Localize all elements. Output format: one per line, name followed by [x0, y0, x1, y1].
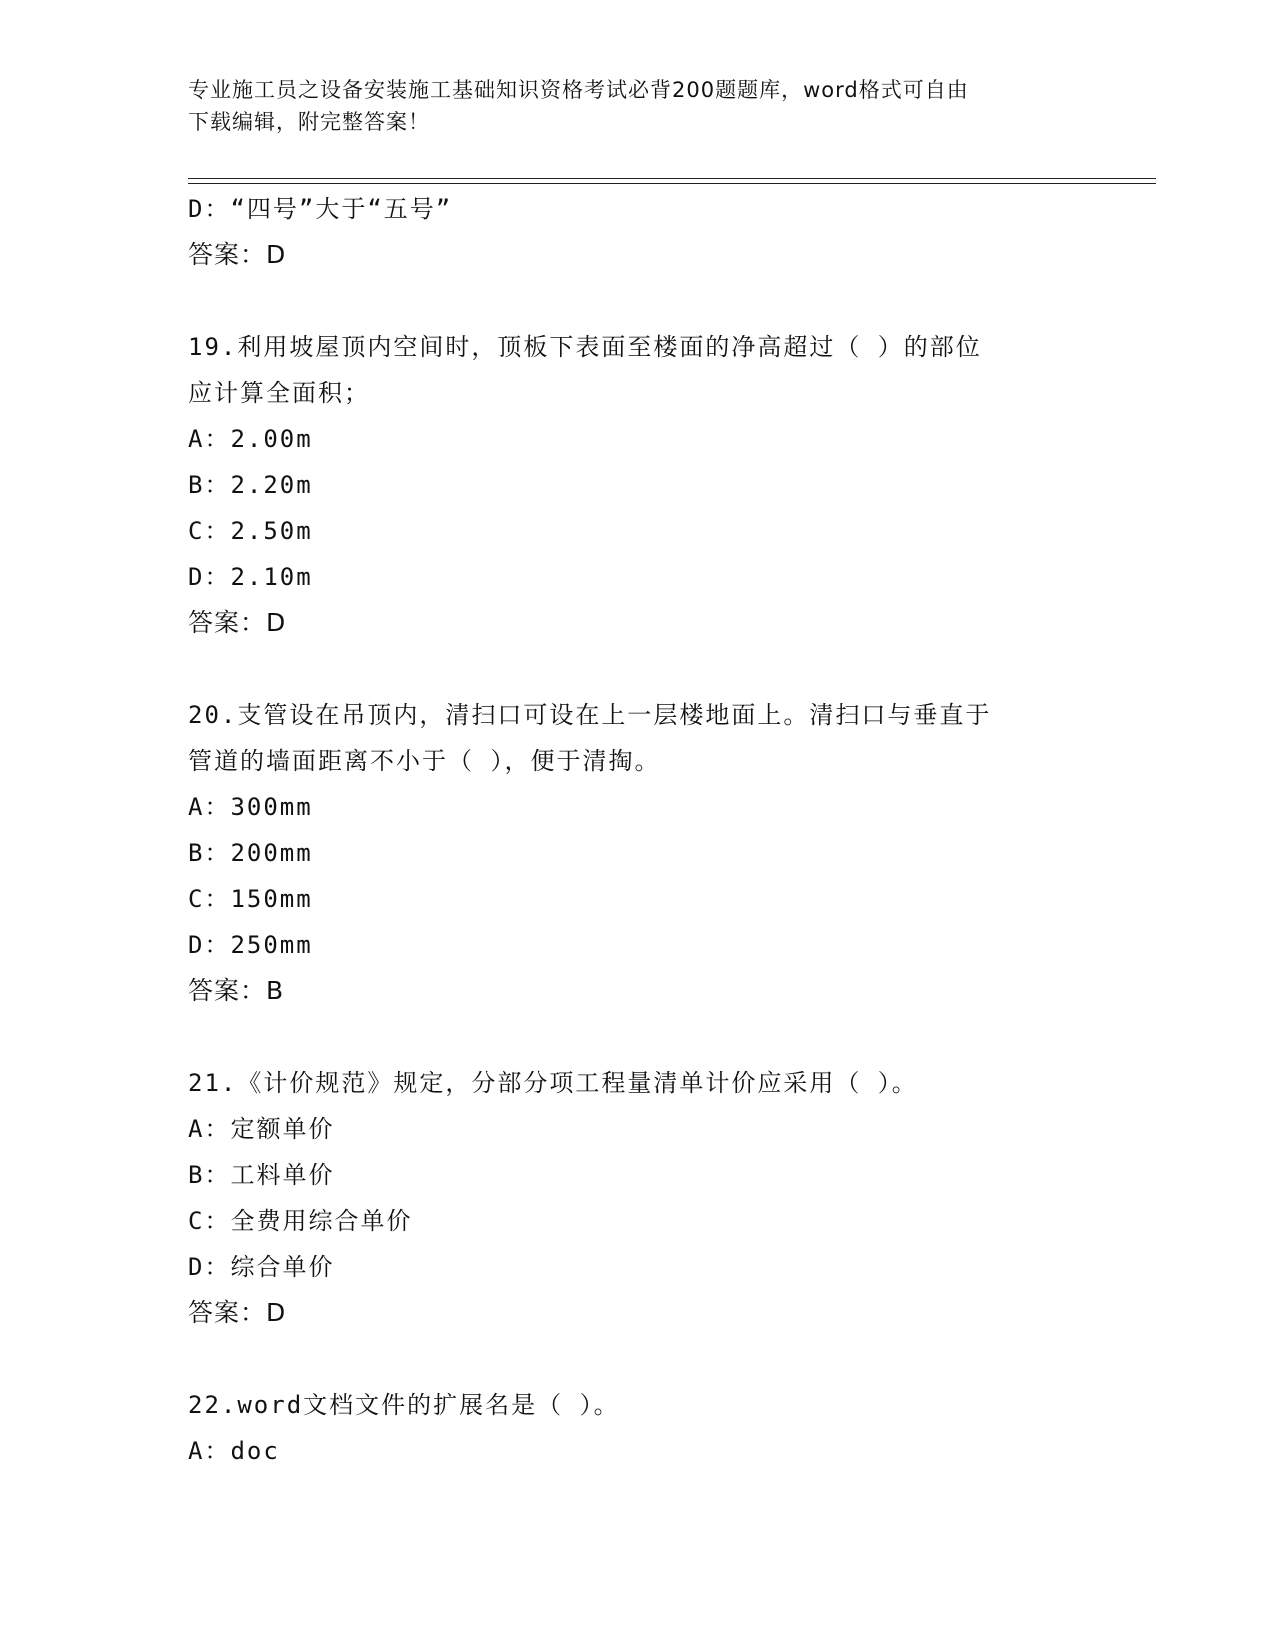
header-divider-top	[188, 178, 1156, 179]
question-text-continued: 应计算全面积；	[188, 379, 370, 407]
question-text: 22.word文档文件的扩展名是（ ）。	[188, 1391, 620, 1419]
spacer	[188, 1014, 1088, 1060]
question-21	[188, 1060, 1088, 1336]
question-list	[188, 186, 1088, 1474]
spacer	[188, 646, 1088, 692]
header-title-line-1: 专业施工员之设备安装施工基础知识资格考试必背200题题库，word格式可自由	[188, 78, 969, 102]
question-text: 21.《计价规范》规定，分部分项工程量清单计价应采用（ ）。	[188, 1069, 918, 1097]
spacer	[188, 278, 1088, 324]
answer-line: 答案：B	[188, 976, 285, 1005]
spacer	[188, 1336, 1088, 1382]
question-text: 19.利用坡屋顶内空间时，顶板下表面至楼面的净高超过（ ）的部位	[188, 333, 982, 361]
option-c: C：全费用综合单价	[188, 1207, 413, 1235]
question-22	[188, 1382, 1088, 1474]
option-d: D：综合单价	[188, 1253, 335, 1281]
option-b: B：工料单价	[188, 1161, 335, 1189]
answer-line: 答案：D	[188, 1298, 287, 1327]
question-20	[188, 692, 1088, 1014]
option-b: B：2.20m	[188, 471, 313, 499]
option-d: D：“四号”大于“五号”	[188, 195, 453, 223]
option-c: C：2.50m	[188, 517, 313, 545]
option-d: D：250mm	[188, 931, 313, 959]
header-divider-bottom	[188, 183, 1156, 184]
question-text: 20.支管设在吊顶内，清扫口可设在上一层楼地面上。清扫口与垂直于	[188, 701, 992, 729]
previous-question-tail	[188, 186, 1088, 278]
question-text-continued: 管道的墙面距离不小于（ ），便于清掏。	[188, 747, 661, 775]
option-d: D：2.10m	[188, 563, 313, 591]
option-b: B：200mm	[188, 839, 313, 867]
header-title-line-2: 下载编辑，附完整答案！	[188, 110, 430, 134]
option-a: A：300mm	[188, 793, 313, 821]
document-header	[188, 74, 1088, 138]
option-a: A：doc	[188, 1437, 280, 1465]
option-a: A：定额单价	[188, 1115, 335, 1143]
option-c: C：150mm	[188, 885, 313, 913]
question-19	[188, 324, 1088, 646]
option-a: A：2.00m	[188, 425, 313, 453]
answer-line: 答案：D	[188, 608, 287, 637]
answer-line: 答案：D	[188, 240, 287, 269]
